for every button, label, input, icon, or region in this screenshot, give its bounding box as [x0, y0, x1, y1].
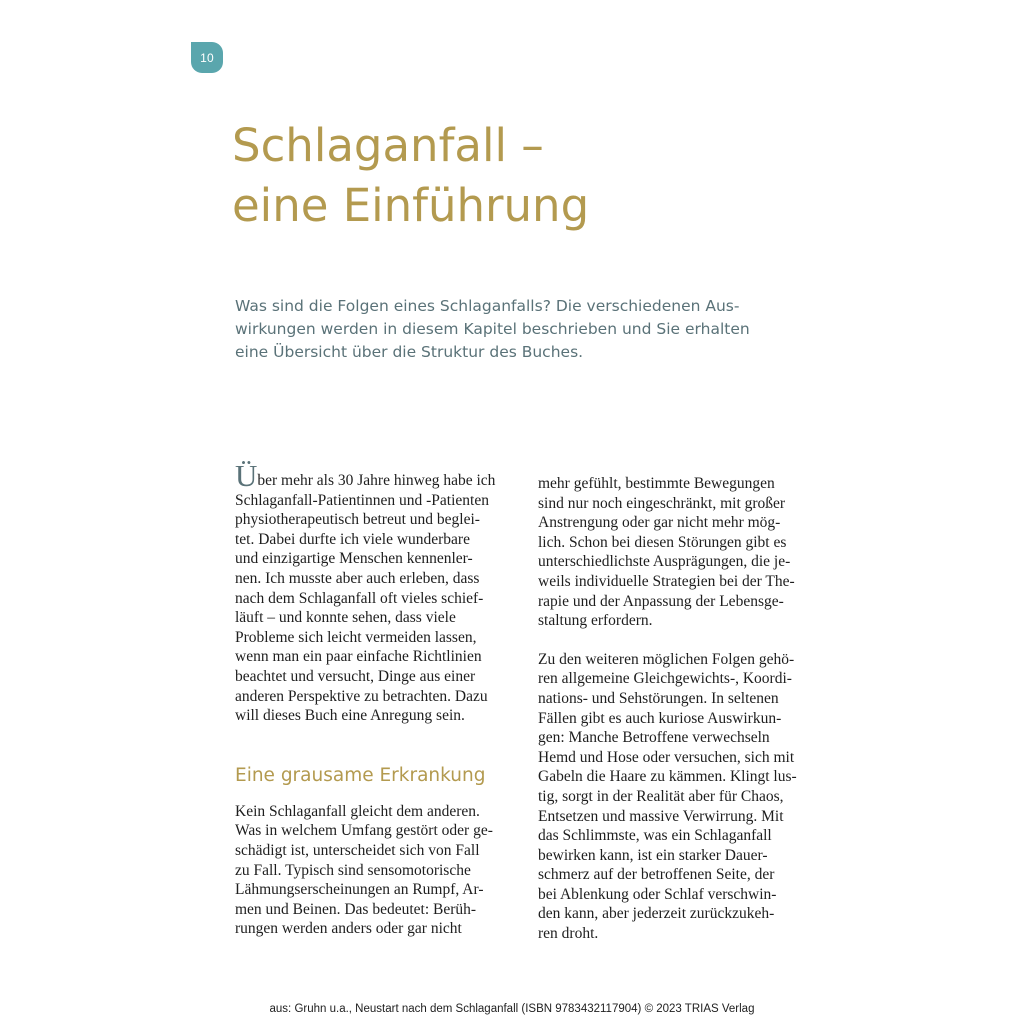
- chapter-title-line-1: Schlaganfall –: [232, 119, 544, 172]
- text-line: rapie und der Anpassung der Lebensge-: [538, 592, 784, 610]
- page-number-badge: [191, 42, 223, 73]
- text-line: Anstrengung oder gar nicht mehr mög-: [538, 514, 781, 532]
- text-line: Fällen gibt es auch kuriose Auswirkun-: [538, 709, 782, 727]
- section-heading: Eine grausame Erkrankung: [235, 764, 486, 786]
- text-line: staltung erfordern.: [538, 612, 653, 630]
- text-line-continued: ber mehr als 30 Jahre hinweg habe ich: [257, 472, 496, 489]
- text-line: tet. Dabei durfte ich viele wunderbare: [235, 530, 470, 548]
- text-line: gen: Manche Betroffene verwechseln: [538, 729, 770, 747]
- text-line: bei Ablenkung oder Schlaf verschwin-: [538, 885, 777, 903]
- text-line: Gabeln die Haare zu kämmen. Klingt lus-: [538, 768, 797, 786]
- text-line: lich. Schon bei diesen Störungen gibt es: [538, 533, 787, 551]
- text-line: will dieses Buch eine Anregung sein.: [235, 707, 465, 725]
- text-line: das Schlimmste, was ein Schlaganfall: [538, 827, 772, 845]
- text-line: Probleme sich leicht vermeiden lassen,: [235, 628, 477, 646]
- paragraph-disease: [235, 802, 525, 939]
- text-line: men und Beinen. Das bedeutet: Berüh-: [235, 900, 477, 918]
- text-line: den kann, aber jederzeit zurückzukeh-: [538, 905, 775, 923]
- chapter-intro: [235, 295, 795, 364]
- text-line: Kein Schlaganfall gleicht dem anderen.: [235, 802, 480, 820]
- paragraph-intro: [235, 458, 525, 726]
- intro-line: Was sind die Folgen eines Schlaganfalls? Die verschiedenen Aus-: [235, 297, 740, 315]
- paragraph-further-consequences: [538, 650, 828, 944]
- text-line: [235, 458, 525, 493]
- drop-cap: Ü: [235, 458, 258, 493]
- text-line: rungen werden anders oder gar nicht: [235, 920, 462, 938]
- spacer: [235, 726, 525, 764]
- text-line: beachtet und versucht, Dinge aus einer: [235, 667, 476, 685]
- text-line: schädigt ist, unterscheidet sich von Fall: [235, 841, 480, 859]
- text-line: sind nur noch eingeschränkt, mit großer: [538, 494, 786, 512]
- right-text-column: [538, 474, 828, 944]
- text-line: anderen Perspektive zu betrachten. Dazu: [235, 687, 488, 705]
- intro-line: wirkungen werden in diesem Kapitel beschrieben und Sie erhalten: [235, 320, 750, 338]
- spacer: [235, 788, 525, 802]
- text-line: bewirken kann, ist ein starker Dauer-: [538, 846, 768, 864]
- text-line: tig, sorgt in der Realität aber für Chaos,: [538, 787, 784, 805]
- chapter-title: [232, 116, 589, 236]
- text-line: nen. Ich musste aber auch erleben, dass: [235, 569, 480, 587]
- text-line: läuft – und konnte sehen, dass viele: [235, 609, 456, 627]
- text-line: Schlaganfall-Patientinnen und -Patienten: [235, 491, 489, 509]
- intro-line: eine Übersicht über die Struktur des Buches.: [235, 343, 584, 361]
- paragraph-continued: [538, 474, 828, 631]
- text-line: Hemd und Hose oder versuchen, sich mit: [538, 748, 795, 766]
- text-line: physiotherapeutisch betreut und beglei-: [235, 511, 480, 529]
- text-line: Lähmungserscheinungen an Rumpf, Ar-: [235, 881, 484, 899]
- text-line: Zu den weiteren möglichen Folgen gehö-: [538, 650, 795, 668]
- spacer: [538, 631, 828, 650]
- text-line: wenn man ein paar einfache Richtlinien: [235, 648, 482, 666]
- text-line: ren allgemeine Gleichgewichts-, Koordi-: [538, 670, 792, 688]
- source-footer: aus: Gruhn u.a., Neustart nach dem Schlaganfall (ISBN 9783432117904) © 2023 TRIAS Verlag: [269, 1003, 755, 1015]
- text-line: und einzigartige Menschen kennenler-: [235, 550, 473, 568]
- text-line: unterschiedlichste Ausprägungen, die je-: [538, 553, 791, 571]
- text-line: Entsetzen und massive Verwirrung. Mit: [538, 807, 784, 825]
- chapter-title-line-2: eine Einführung: [232, 179, 590, 232]
- text-line: weils individuelle Strategien bei der The-: [538, 572, 795, 590]
- text-line: schmerz auf der betroffenen Seite, der: [538, 866, 775, 884]
- text-line: zu Fall. Typisch sind sensomotorische: [235, 861, 471, 879]
- page-number: 10: [200, 50, 214, 65]
- text-line: nach dem Schlaganfall oft vieles schief-: [235, 589, 484, 607]
- text-line: Was in welchem Umfang gestört oder ge-: [235, 822, 493, 840]
- left-text-column: [235, 458, 525, 939]
- text-line: nations- und Sehstörungen. In seltenen: [538, 689, 779, 707]
- text-line: mehr gefühlt, bestimmte Bewegungen: [538, 475, 775, 492]
- text-line: ren droht.: [538, 925, 599, 943]
